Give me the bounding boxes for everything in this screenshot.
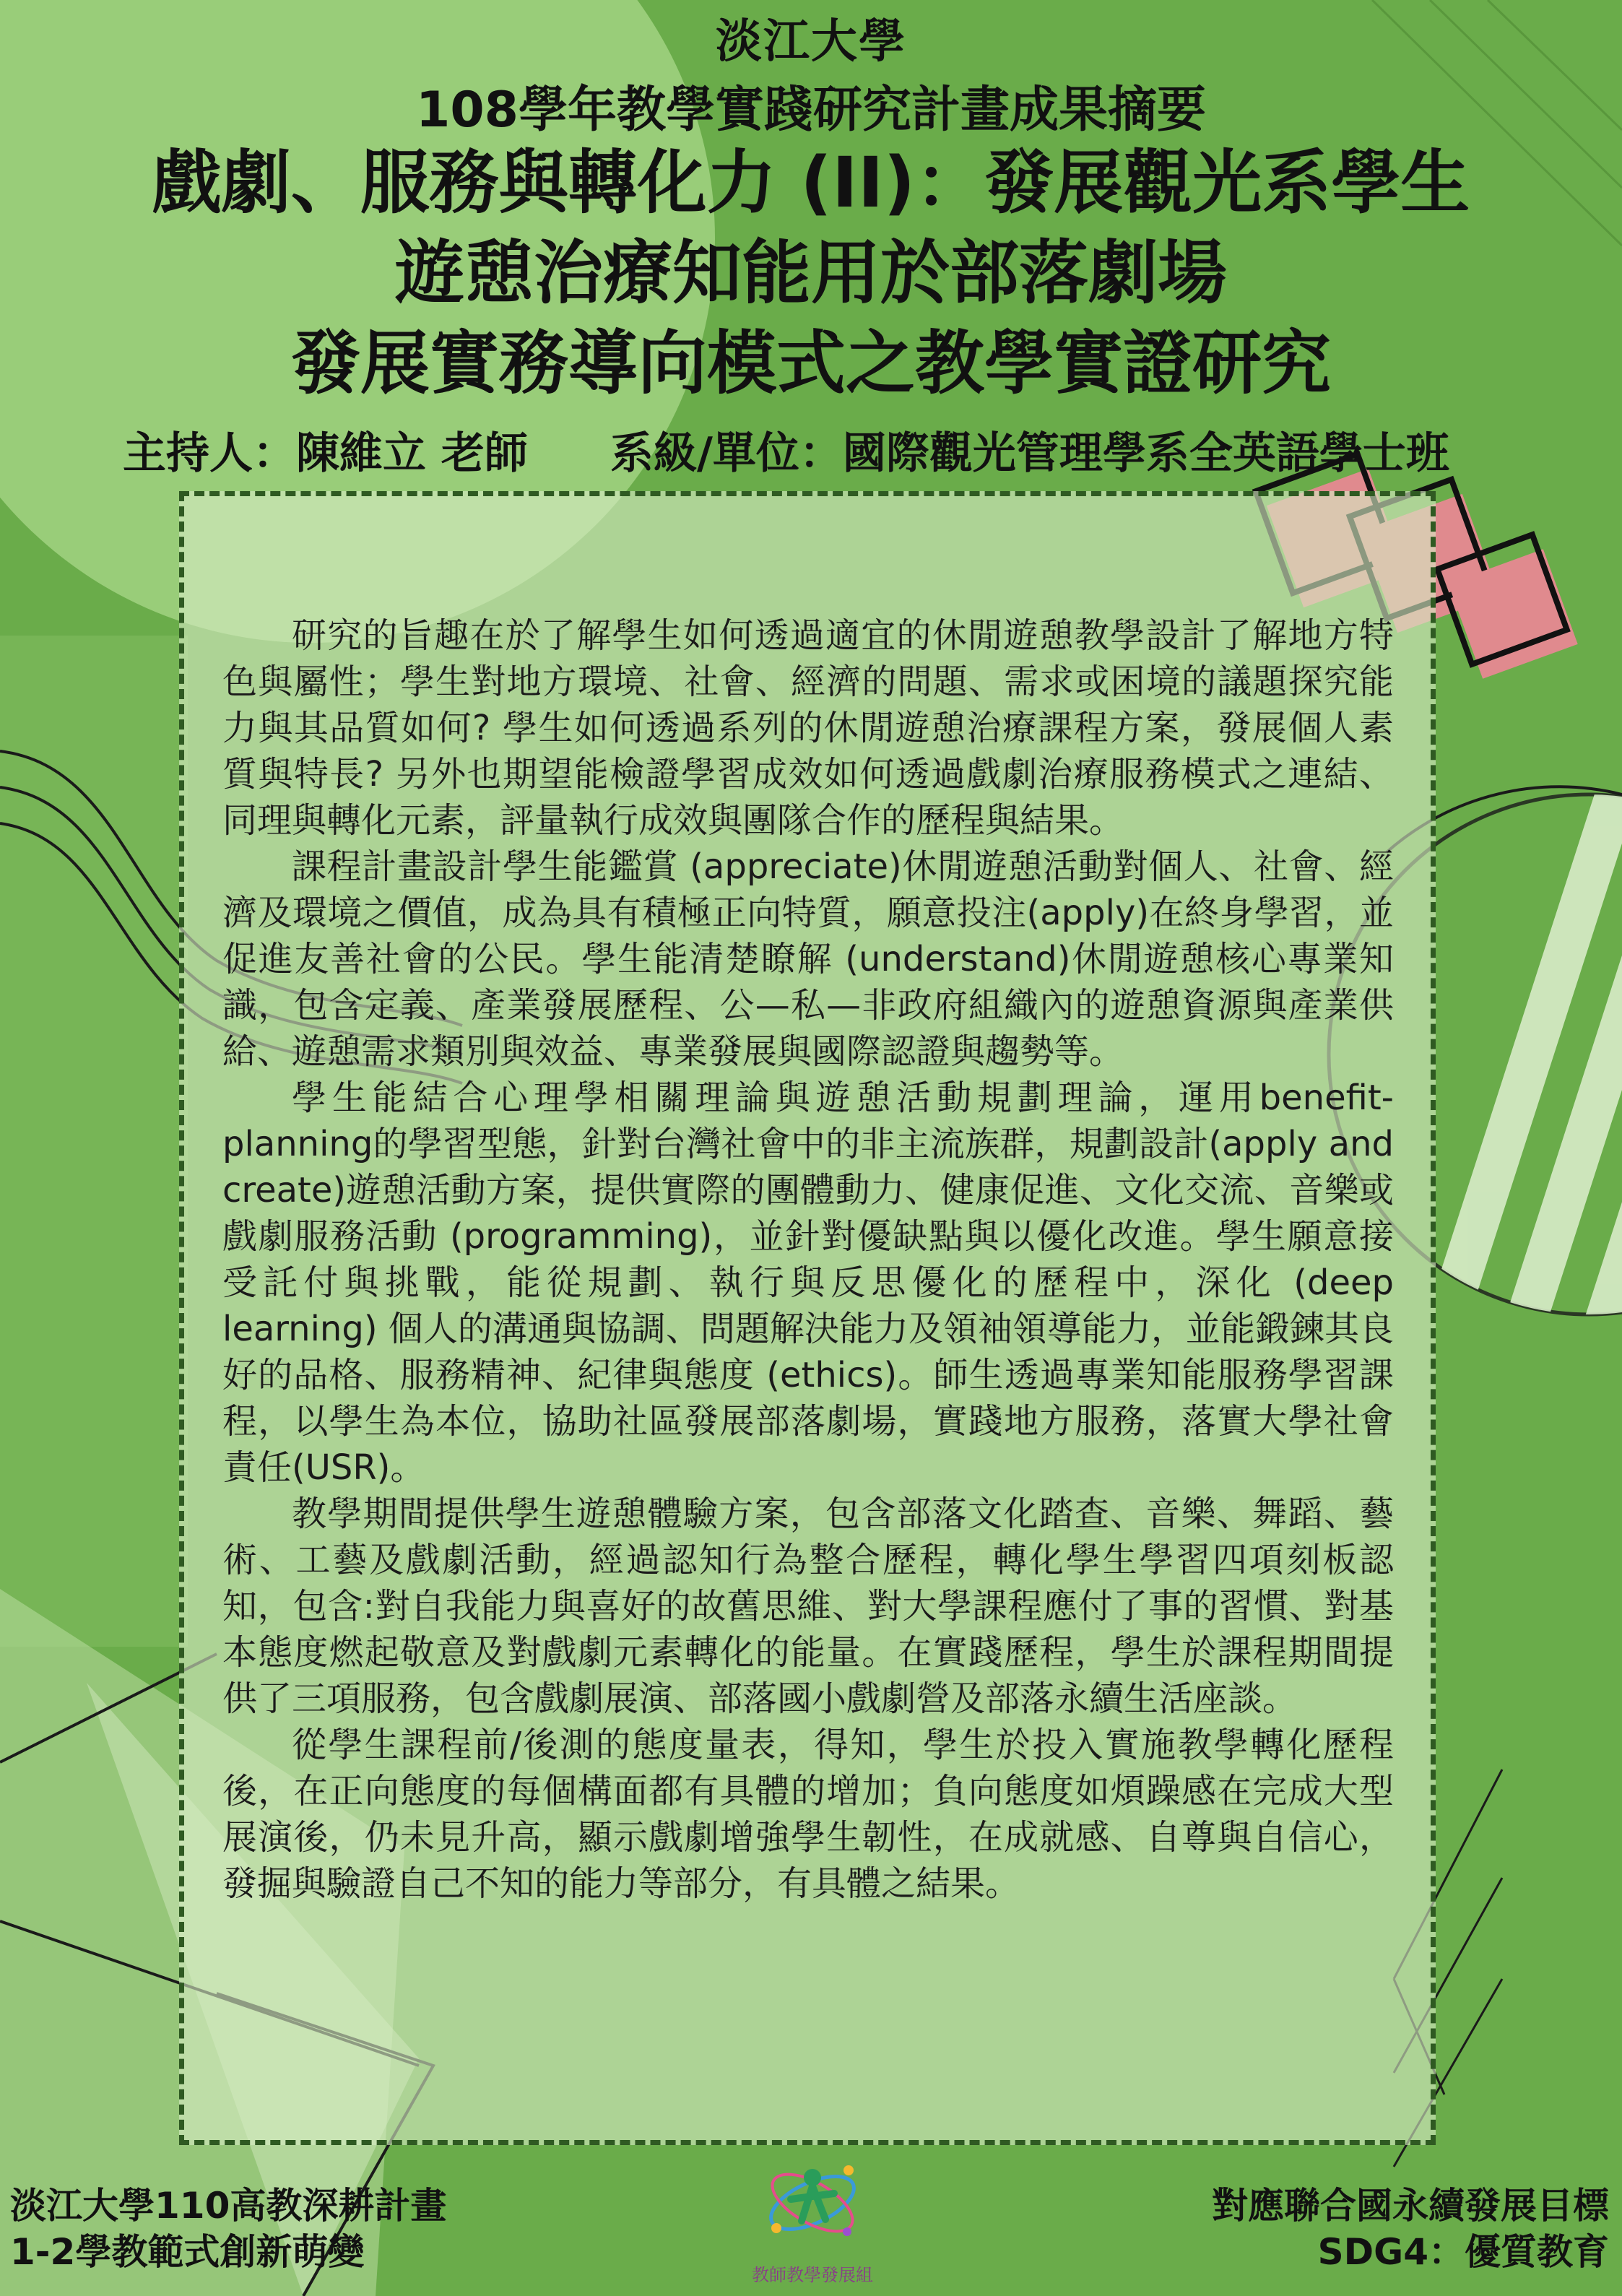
school-name: 淡江大學 — [716, 15, 906, 69]
host-name: 主持人：陳維立 老師 — [123, 428, 528, 479]
footer-left — [10, 2183, 446, 2275]
teaching-center-logo-icon — [762, 2149, 863, 2271]
logo-caption: 教師教學發展組 — [752, 2265, 873, 2285]
title-line-3: 發展實務導向模式之教學實證研究 — [291, 323, 1331, 404]
sdg-goal: SDG4：優質教育 — [1317, 2231, 1609, 2273]
footer-right — [1212, 2183, 1609, 2275]
abstract-paragraph-5: 從學生課程前/後測的態度量表，得知，學生於投入實施教學轉化歷程後，在正向態度的每個構面都有具體的增加；負向態度如煩躁感在完成大型展演後，仍未見升高，顯示戲劇增強學生韌性，在成就感、自尊與自信心，發掘與驗證自己不知的能力等部分，有具體之結果。 — [222, 1725, 1394, 1904]
abstract-paragraph-2: 課程計畫設計學生能鑑賞 (appreciate)休閒遊憩活動對個人、社會、經濟及環境之價值，成為具有積極正向特質，願意投注(apply)在終身學習，並促進友善社會的公民。學生能清楚瞭解 (understand)休閒遊憩核心專業知識，包含定義、產業發展歷程、公—私—非政府組織內的遊憩資源與產業供給、遊憩需求類別與效益、專業發展與國際認證與趨勢等。 — [222, 846, 1394, 1072]
program-name: 淡江大學110高教深耕計畫 — [10, 2185, 447, 2227]
abstract-paragraph-4: 教學期間提供學生遊憩體驗方案，包含部落文化踏查、音樂、舞蹈、藝術、工藝及戲劇活動，經過認知行為整合歷程，轉化學生學習四項刻板認知，包含:對自我能力與喜好的故舊思維、對大學課程應付了事的習慣、對基本態度燃起敬意及對戲劇元素轉化的能量。在實踐歷程，學生於課程期間提供了三項服務，包含戲劇展演、部落國小戲劇營及部落永續生活座談。 — [222, 1494, 1394, 1719]
title-line-1: 戲劇、服務與轉化力 (II)：發展觀光系學生 — [152, 142, 1470, 223]
program-subtitle: 1-2學教範式創新萌變 — [10, 2231, 365, 2273]
abstract-body — [222, 612, 1394, 1907]
department-unit: 系級/單位：國際觀光管理學系全英語學士班 — [610, 428, 1449, 479]
abstract-paragraph-3: 學生能結合心理學相關理論與遊憩活動規劃理論，運用benefit-planning的學習型態，針對台灣社會中的非主流族群，規劃設計(apply and create)遊憩活動方案，提供實際的團體動力、健康促進、文化交流、音樂或戲劇服務活動 (programming)，並針對優缺點與以優化改進。學生願意接受託付與挑戰，能從規劃、執行與反思優化的歷程中，深化 (deep learning) 個人的溝通與協調、問題解決能力及領袖領導能力，並能鍛鍊其良好的品格、服務精神、紀律與態度 (ethics)。師生透過專業知能服務學習課程，以學生為本位，協助社區發展部落劇場，實踐地方服務，落實大學社會責任(USR)。 — [222, 1078, 1394, 1488]
sdg-heading: 對應聯合國永續發展目標 — [1212, 2185, 1609, 2227]
abstract-paragraph-1: 研究的旨趣在於了解學生如何透過適宜的休閒遊憩教學設計了解地方特色與屬性；學生對地方環境、社會、經濟的問題、需求或困境的議題探究能力與其品質如何? 學生如何透過系列的休閒遊憩治療課程方案，發展個人素質與特長? 另外也期望能檢證學習成效如何透過戲劇治療服務模式之連結、同理與轉化元素，評量執行成效與團隊合作的歷程與結果。 — [222, 615, 1394, 841]
title-line-2: 遊憩治療知能用於部落劇場 — [395, 233, 1227, 313]
report-subtitle: 108學年教學實踐研究計畫成果摘要 — [416, 82, 1206, 139]
